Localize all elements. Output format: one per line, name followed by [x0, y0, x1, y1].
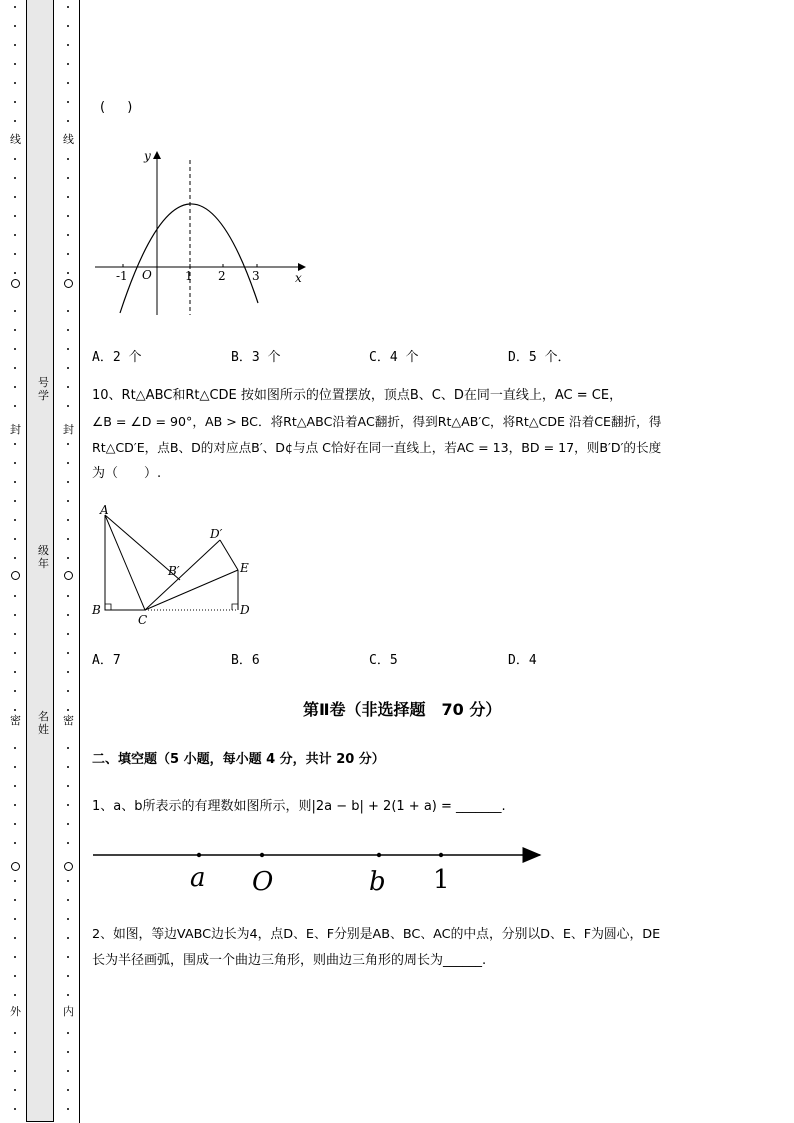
point-a [197, 853, 201, 857]
binding-dot [67, 557, 69, 559]
binding-dot [67, 614, 69, 616]
binding-dot [14, 1070, 16, 1072]
binding-dot [14, 956, 16, 958]
q10-option-b: B．6 [231, 653, 260, 668]
q10-triangle-figure [88, 500, 263, 630]
label-1: 1 [433, 865, 450, 895]
label-b-prime: B′ [168, 564, 180, 578]
binding-dot [67, 937, 69, 939]
binding-dot [67, 196, 69, 198]
binding-dot [14, 633, 16, 635]
binding-line [79, 0, 80, 1123]
number-line [90, 838, 550, 898]
binding-dot [14, 196, 16, 198]
q9-parabola-graph [90, 140, 320, 325]
binding-circle [11, 862, 20, 871]
inner-mark-feng: 封 [63, 423, 74, 436]
q9-option-c: C．4 个 [369, 350, 419, 365]
binding-dot [67, 1070, 69, 1072]
binding-dot [67, 367, 69, 369]
label-d: D [240, 603, 250, 617]
binding-dot [67, 519, 69, 521]
label-o: O [252, 867, 274, 897]
binding-dot [14, 120, 16, 122]
parabola-curve [120, 204, 258, 313]
binding-dot [14, 348, 16, 350]
binding-dot [14, 44, 16, 46]
binding-dot [67, 918, 69, 920]
binding-dot [67, 386, 69, 388]
binding-dot [14, 158, 16, 160]
binding-dot [14, 1108, 16, 1110]
binding-dot [67, 690, 69, 692]
outer-mark-mi: 密 [10, 714, 21, 727]
triangle-abc [105, 515, 145, 610]
binding-dot [14, 500, 16, 502]
binding-circle [11, 279, 20, 288]
binding-dot [67, 329, 69, 331]
field-grade: 级年 [38, 544, 49, 570]
binding-dot [14, 538, 16, 540]
segment-ce [145, 570, 238, 610]
binding-dot [14, 804, 16, 806]
binding-dot [14, 671, 16, 673]
binding-dot [14, 215, 16, 217]
binding-dot [14, 481, 16, 483]
tick-2: 2 [218, 269, 226, 283]
binding-dot [67, 652, 69, 654]
binding-dot [14, 785, 16, 787]
binding-dot [67, 747, 69, 749]
q9-answer-paren: ( ) [100, 100, 133, 115]
inner-mark-xian: 线 [63, 133, 74, 146]
outer-mark-xian: 线 [10, 133, 21, 146]
binding-dot [67, 823, 69, 825]
binding-dot [67, 804, 69, 806]
binding-dot [14, 690, 16, 692]
inner-mark-nei: 内 [63, 1005, 74, 1018]
x-axis-label: x [295, 271, 302, 285]
outer-mark-feng: 封 [10, 423, 21, 436]
q10-line-4: 为（ ）. [92, 466, 162, 481]
binding-dot [67, 899, 69, 901]
q9-option-a: A．2 个 [92, 350, 142, 365]
binding-dot [14, 386, 16, 388]
section-title: 第Ⅱ卷（非选择题 70 分） [303, 700, 502, 719]
binding-dot [14, 367, 16, 369]
binding-dot [14, 614, 16, 616]
fill2-line-2: 长为半径画弧，围成一个曲边三角形，则曲边三角形的周长为______. [92, 953, 487, 968]
binding-dot [14, 557, 16, 559]
binding-dot [67, 443, 69, 445]
binding-dot [67, 1089, 69, 1091]
label-b: b [369, 867, 386, 897]
binding-dot [14, 595, 16, 597]
outer-mark-wai: 外 [10, 1005, 21, 1018]
binding-dot [14, 842, 16, 844]
binding-dot [14, 405, 16, 407]
binding-dot [14, 994, 16, 996]
binding-dot [14, 709, 16, 711]
outer-dot-column [11, 0, 19, 1123]
label-b: B [92, 603, 101, 617]
q10-option-a: A．7 [92, 653, 121, 668]
binding-dot [14, 747, 16, 749]
binding-dot [67, 234, 69, 236]
inner-dot-column [64, 0, 72, 1123]
binding-circle [64, 279, 73, 288]
q10-option-c: C．5 [369, 653, 398, 668]
binding-dot [67, 1032, 69, 1034]
binding-dot [67, 956, 69, 958]
binding-dot [14, 462, 16, 464]
segment-d-prime-e [220, 540, 238, 570]
binding-dot [67, 120, 69, 122]
binding-dot [14, 6, 16, 8]
binding-dot [67, 158, 69, 160]
binding-dot [14, 443, 16, 445]
binding-dot [67, 82, 69, 84]
binding-dot [14, 272, 16, 274]
q9-option-d: D．5 个． [508, 350, 571, 365]
binding-dot [67, 310, 69, 312]
binding-circle [64, 571, 73, 580]
binding-dot [14, 1051, 16, 1053]
point-o [260, 853, 264, 857]
field-name: 名姓 [38, 710, 49, 736]
label-c: C [138, 613, 148, 627]
binding-dot [14, 823, 16, 825]
binding-dot [67, 63, 69, 65]
right-angle-b [105, 604, 111, 610]
segment-cd-prime [145, 540, 220, 610]
binding-dot [67, 1051, 69, 1053]
binding-dot [67, 253, 69, 255]
tick-1: 1 [185, 269, 193, 283]
binding-dot [67, 25, 69, 27]
binding-dot [14, 63, 16, 65]
binding-circle [11, 571, 20, 580]
inner-mark-mi: 密 [63, 714, 74, 727]
binding-dot [14, 253, 16, 255]
binding-dot [14, 1032, 16, 1034]
binding-dot [67, 880, 69, 882]
binding-dot [67, 405, 69, 407]
binding-dot [14, 652, 16, 654]
label-a: a [190, 863, 206, 893]
right-angle-d [232, 604, 238, 610]
binding-dot [14, 101, 16, 103]
label-d-prime: D′ [210, 527, 223, 541]
binding-dot [67, 177, 69, 179]
binding-dot [67, 481, 69, 483]
binding-dot [14, 519, 16, 521]
binding-dot [14, 937, 16, 939]
binding-dot [14, 1089, 16, 1091]
binding-dot [14, 82, 16, 84]
binding-dot [14, 880, 16, 882]
binding-dot [67, 633, 69, 635]
tick-3: 3 [252, 269, 260, 283]
q10-line-2: ∠B = ∠D = 90°，AB > BC．将Rt△ABC沿着AC翻折，得到Rt△AB′C，将Rt△CDE 沿着CE翻折，得 [92, 414, 662, 429]
binding-dot [14, 899, 16, 901]
section-subtitle: 二、填空题（5 小题，每小题 4 分，共计 20 分） [92, 752, 385, 767]
binding-dot [67, 671, 69, 673]
binding-dot [67, 842, 69, 844]
binding-dot [67, 538, 69, 540]
tick-neg1: -1 [116, 269, 128, 283]
fill2-line-1: 2、如图，等边VABC边长为4，点D、E、F分别是AB、BC、AC的中点，分别以D、E、F为圆心，DE [92, 927, 661, 942]
field-student-id: 号学 [38, 376, 49, 402]
binding-dot [67, 785, 69, 787]
label-e: E [240, 561, 249, 575]
binding-dot [14, 329, 16, 331]
binding-dot [67, 1108, 69, 1110]
binding-dot [67, 709, 69, 711]
binding-dot [14, 766, 16, 768]
binding-dot [67, 215, 69, 217]
binding-dot [67, 975, 69, 977]
q10-option-d: D．4 [508, 653, 537, 668]
binding-dot [67, 462, 69, 464]
binding-dot [67, 348, 69, 350]
binding-dot [67, 272, 69, 274]
q9-option-b: B．3 个 [231, 350, 281, 365]
binding-dot [14, 975, 16, 977]
binding-circle [64, 862, 73, 871]
binding-dot [67, 101, 69, 103]
origin-label: O [142, 268, 152, 282]
q10-line-1: 10、Rt△ABC和Rt△CDE 按如图所示的位置摆放，顶点B、C、D在同一直线上，AC = CE， [92, 388, 623, 403]
binding-dot [67, 994, 69, 996]
binding-dot [67, 500, 69, 502]
binding-dot [14, 177, 16, 179]
binding-dot [14, 310, 16, 312]
binding-dot [14, 918, 16, 920]
point-b [377, 853, 381, 857]
y-axis-label: y [144, 149, 151, 163]
binding-dot [67, 44, 69, 46]
label-a: A [100, 503, 109, 517]
point-1 [439, 853, 443, 857]
binding-dot [67, 6, 69, 8]
fill1-question: 1、a、b所表示的有理数如图所示，则|2a − b| + 2(1 + a) = _______. [92, 799, 506, 814]
q10-line-3: Rt△CD′E，点B、D的对应点B′、D¢与点 C恰好在同一直线上，若AC = 13，BD = 17，则B′D′的长度 [92, 440, 662, 455]
binding-dot [14, 25, 16, 27]
binding-dot [67, 766, 69, 768]
binding-dot [67, 595, 69, 597]
binding-dot [14, 234, 16, 236]
